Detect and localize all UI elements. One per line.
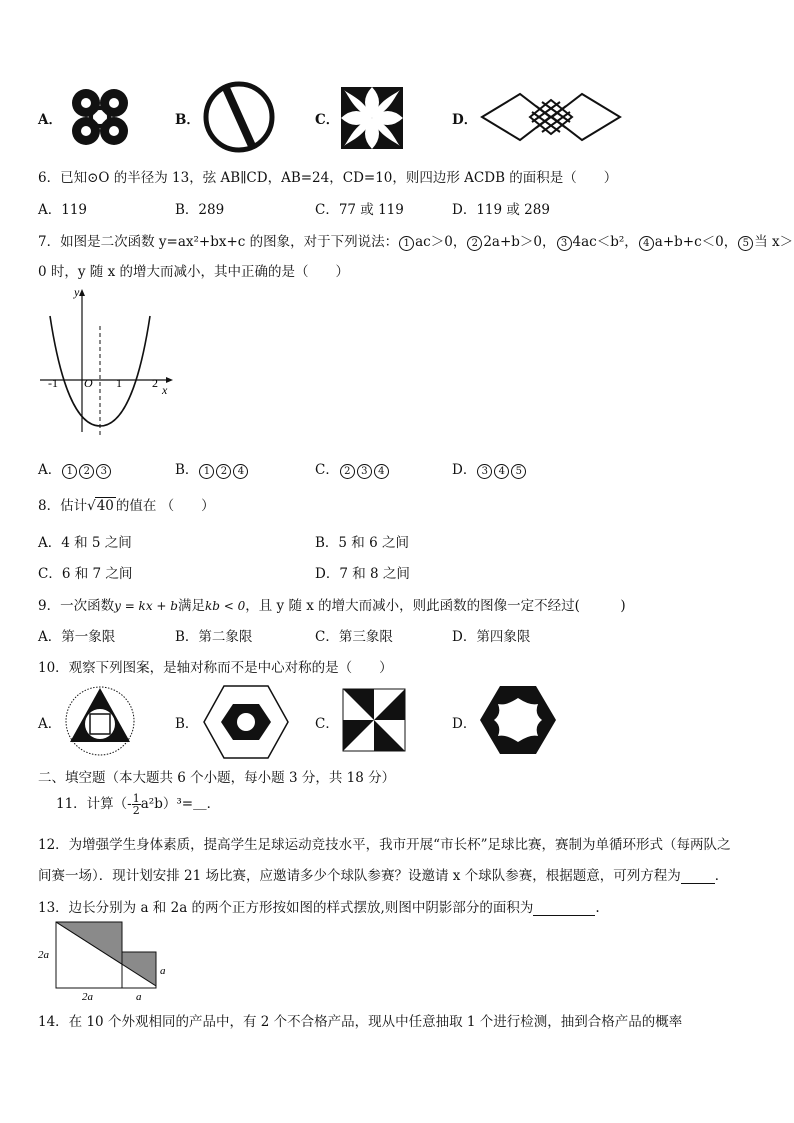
q8-stem-a: 8．估计 (38, 498, 88, 514)
q7-option-b-label: B． (175, 462, 199, 478)
q13-label-bottom-big: 2a (82, 991, 93, 1003)
q5-figure-b (200, 80, 278, 154)
fraction-one-half (132, 793, 141, 816)
circled-number: 1 (399, 236, 414, 251)
q10-figure-b (202, 684, 290, 760)
q7-y-label: y (74, 285, 80, 299)
fraction-denominator: 2 (132, 804, 140, 817)
q7-option-c (315, 458, 390, 479)
q9-stem-c: ，且 y 随 x 的增大而减小，则此函数的图像一定不经过( ) (245, 598, 626, 614)
circled-number: 4 (494, 464, 509, 479)
q7-stmt-5: 当 x＞ (754, 234, 794, 250)
q9-option-c: C．第三象限 (315, 629, 393, 645)
q6-option-d: D．119 或 289 (452, 202, 550, 218)
q5-figure-d (480, 92, 622, 142)
q10-option-c-label: C． (315, 716, 339, 732)
q7-tick-2: 2 (152, 376, 158, 390)
q11-stem (56, 792, 220, 816)
q13-label-right: a (160, 965, 166, 977)
q7-origin-label: O (84, 376, 93, 390)
q7-option-d-label: D． (452, 462, 477, 478)
q7-x-label: x (162, 383, 168, 397)
q7-stmt-3: 4ac＜b²， (572, 234, 638, 250)
circled-number: 3 (477, 464, 492, 479)
q9-option-a: A．第一象限 (38, 629, 116, 645)
q13-stem (38, 896, 600, 916)
q8-option-a: A．4 和 5 之间 (38, 535, 132, 551)
q9-stem-a: 9．一次函数 (38, 598, 115, 614)
q7-tick-1: 1 (116, 376, 122, 390)
q6-option-c: C．77 或 119 (315, 202, 404, 218)
q7-option-b (175, 458, 249, 479)
q7-option-a-label: A． (38, 462, 62, 478)
q6-stem: 6．已知⊙O 的半径为 13，弦 AB∥CD，AB=24，CD=10，则四边形 ACDB 的面积是（ ） (38, 170, 618, 186)
q8-radicand: 40 (96, 498, 114, 514)
q7-stmt-1: ac＞0， (415, 234, 467, 250)
q5-figure-c (340, 86, 404, 150)
q7-parabola-graph (36, 286, 176, 438)
circled-number: 3 (96, 464, 111, 479)
circled-number: 4 (374, 464, 389, 479)
fraction-numerator: 1 (132, 792, 140, 805)
q11-stem-a: 11．计算（- (56, 796, 132, 812)
answer-blank (681, 867, 715, 884)
q5-option-b-label: B． (175, 112, 200, 128)
q7-option-d (452, 458, 527, 479)
q7-stem-line1 (38, 230, 793, 251)
q14-stem: 14．在 10 个外观相同的产品中，有 2 个不合格产品，现从中任意抽取 1 个进行检测，抽到合格产品的概率 (38, 1014, 683, 1030)
q7-option-c-label: C． (315, 462, 339, 478)
section-2-title: 二、填空题（本大题共 6 个小题，每小题 3 分，共 18 分） (38, 770, 396, 786)
q7-tick-minus1: -1 (48, 376, 58, 390)
answer-blank (533, 899, 595, 916)
q9-option-b: B．第二象限 (175, 629, 253, 645)
circled-number: 3 (357, 464, 372, 479)
q7-option-a (38, 458, 112, 479)
q10-figure-c (342, 688, 406, 752)
q9-formula-2: kb < 0 (204, 599, 246, 613)
circled-number: 2 (467, 236, 482, 251)
circled-number: 5 (738, 236, 753, 251)
q9-formula-1: y = kx + b (114, 599, 178, 613)
circled-number: 1 (62, 464, 77, 479)
circled-number: 4 (233, 464, 248, 479)
circled-number: 4 (639, 236, 654, 251)
q10-figure-a (62, 684, 138, 758)
q12-end: ． (714, 868, 729, 884)
q7-stmt-2: 2a+b＞0， (483, 234, 556, 250)
q10-option-a-label: A． (38, 716, 62, 732)
q5-option-d-label: D． (452, 112, 478, 128)
q12-line-1: 12．为增强学生身体素质，提高学生足球运动竞技水平，我市开展“市长杯”足球比赛，赛制为单循环形式（每两队之 (38, 837, 731, 853)
q8-stem (38, 494, 215, 514)
circled-number: 2 (79, 464, 94, 479)
q10-option-b-label: B． (175, 716, 199, 732)
circled-number: 5 (511, 464, 526, 479)
q5-option-c-label: C． (315, 112, 340, 128)
q9-stem-b: 满足 (177, 598, 205, 614)
q10-figure-d (478, 682, 558, 758)
q8-option-d: D．7 和 8 之间 (315, 566, 410, 582)
q8-option-c: C．6 和 7 之间 (38, 566, 133, 582)
circled-number: 1 (199, 464, 214, 479)
q12-line-2-text: 间赛一场）．现计划安排 21 场比赛，应邀请多少个球队参赛？设邀请 x 个球队参赛，根据题意，可列方程为 (38, 868, 681, 884)
q13-stem-text: 13．边长分别为 a 和 2a 的两个正方形按如图的样式摆放,则图中阴影部分的面积为 (38, 900, 534, 916)
q6-option-b: B．289 (175, 202, 225, 218)
q7-stem-line2: 0 时，y 随 x 的增大而减小，其中正确的是（ ） (38, 264, 349, 280)
q13-squares-figure (36, 918, 176, 1006)
q11-stem-b: a²b）³=＿． (140, 796, 221, 812)
q10-stem: 10．观察下列图案，是轴对称而不是中心对称的是（ ） (38, 660, 393, 676)
q6-option-a: A．119 (38, 202, 88, 218)
q8-stem-b: 的值在 （ ） (115, 498, 215, 514)
circled-number: 2 (340, 464, 355, 479)
q8-option-b: B．5 和 6 之间 (315, 535, 409, 551)
q7-stmt-4: a+b+c＜0， (654, 234, 738, 250)
q13-label-bottom-small: a (136, 991, 142, 1003)
q5-option-a-label: A． (38, 112, 62, 128)
q12-line-2 (38, 864, 728, 884)
q13-end: . (595, 900, 600, 916)
q13-label-left: 2a (38, 949, 49, 961)
q9-stem (38, 594, 626, 614)
circled-number: 3 (557, 236, 572, 251)
circled-number: 2 (216, 464, 231, 479)
q5-figure-a (64, 85, 136, 149)
q10-option-d-label: D． (452, 716, 477, 732)
q7-stem-a: 7．如图是二次函数 y=ax²+bx+c 的图象，对于下列说法： (38, 234, 399, 250)
sqrt-sign: √ (87, 498, 96, 514)
q9-option-d: D．第四象限 (452, 629, 531, 645)
